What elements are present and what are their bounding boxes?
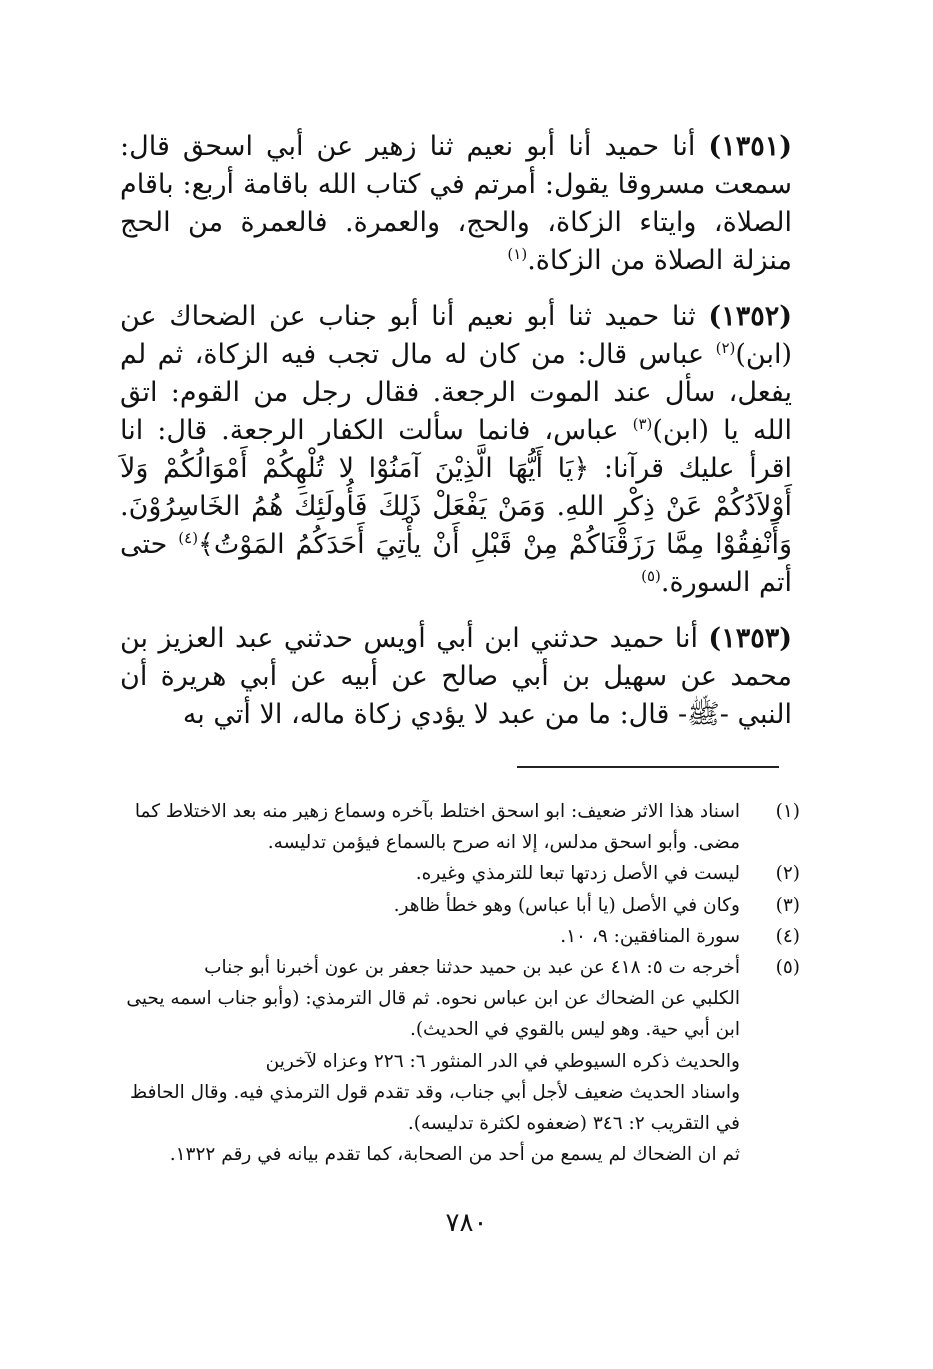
footnote-line: ابن أبي حية. وهو ليس بالقوي في الحديث). <box>409 1019 740 1041</box>
footnote-ref[interactable]: (١) <box>507 245 528 263</box>
footnote-number: (٣) <box>775 894 800 916</box>
main-text <box>120 128 792 752</box>
footnote-5 <box>112 952 800 1170</box>
footnote-number: (١) <box>775 801 800 822</box>
footnote-number: (٤) <box>775 925 800 947</box>
footnote-number: (٢) <box>775 863 800 885</box>
footnotes <box>112 796 800 1170</box>
footnote-1 <box>112 796 800 858</box>
hadith-number: (١٣٥١) <box>708 131 792 162</box>
hadith-text: أنا حميد أنا أبو نعيم ثنا زهير عن أبي اسحق قال: سمعت مسروقا يقول: أمرتم في كتاب الله باقامة أربع: باقام الصلاة، وايتاء الزكاة، والحج، والعمرة. فالعمرة من الحج منزلة الصلاة من الزكاة. <box>120 131 792 276</box>
footnote-3 <box>112 890 800 921</box>
footnote-line: وكان في الأصل (يا أبا عباس) وهو خطأ ظاهر. <box>393 894 740 916</box>
hadith-1352 <box>120 298 792 602</box>
footnote-separator <box>517 766 779 768</box>
footnote-line: الكلبي عن الضحاك عن ابن عباس نحوه. ثم قال الترمذي: (وأبو جناب اسمه يحيى <box>126 988 740 1010</box>
footnote-line: سورة المنافقين: ٩، ١٠. <box>560 925 740 947</box>
page-number: ٧٨٠ <box>445 1208 488 1238</box>
footnote-ref[interactable]: (٥) <box>641 567 661 585</box>
footnote-2 <box>112 858 800 889</box>
footnote-number: (٥) <box>775 957 800 979</box>
footnote-line: اسناد هذا الاثر ضعيف: ابو اسحق اختلط بآخره وسماع زهير منه بعد الاختلاط كما <box>134 801 740 822</box>
hadith-1351 <box>120 128 792 280</box>
hadith-text: ثنا حميد ثنا أبو نعيم أنا أبو جناب عن الضحاك عن (ابن) <box>120 301 792 370</box>
footnote-ref[interactable]: (٢) <box>715 339 736 357</box>
footnote-line: واسناد الحديث ضعيف لأجل أبي جناب، وقد تقدم قول الترمذي فيه. وقال الحافظ <box>130 1081 740 1103</box>
hadith-1353 <box>120 620 792 734</box>
hadith-text: أنا حميد حدثني ابن أبي أويس حدثني عبد العزيز بن محمد عن سهيل بن أبي صالح عن أبيه عن أبي هريرة أن النبي -ﷺ- قال: ما من عبد لا يؤدي زكاة ماله، الا أتي به <box>120 623 792 730</box>
hadith-number: (١٣٥٣) <box>708 623 792 654</box>
footnote-ref[interactable]: (٣) <box>632 415 653 433</box>
footnote-line: ليست في الأصل زدتها تبعا للترمذي وغيره. <box>415 863 740 885</box>
footnote-ref[interactable]: (٤) <box>178 529 199 547</box>
footnote-line: ثم ان الضحاك لم يسمع من أحد من الصحابة، كما تقدم بيانه في رقم ١٣٢٢. <box>169 1144 740 1166</box>
hadith-text: عباس، فانما سألت الكفار الرجعة. قال: انا اقرأ عليك قرآنا: ﴿يَا أَيُّهَا الَّذِيْنَ آمَنُوْا لا تُلْهِكُمْ أَمْوَالُكُمْ وَلاَ أَوْلاَدُكُمْ عَنْ ذِكْرِ اللهِ. وَمَنْ يَفْعَلْ ذَلِكَ فَأُولَئِكَ هُمُ الخَاسِرُوْنَ. وَأَنْفِقُوْا مِمَّا رَزَقْنَاكُمْ مِنْ قَبْلِ أَنْ يأْتِيَ أَحَدَكُمُ المَوْتُ﴾ <box>120 415 792 560</box>
footnote-line: في التقريب ٢: ٣٤٦ (ضعفوه لكثرة تدليسه). <box>407 1113 740 1135</box>
footnote-4 <box>112 921 800 952</box>
hadith-number: (١٣٥٢) <box>708 301 792 332</box>
footnote-line: أخرجه ت ٥: ٤١٨ عن عبد بن حميد حدثنا جعفر بن عون أخبرنا أبو جناب <box>204 957 740 979</box>
footnote-line: والحديث ذكره السيوطي في الدر المنثور ٦: ٢٢٦ وعزاه لآخرين <box>265 1050 740 1072</box>
hadith-text: عباس قال: من كان له مال تجب فيه الزكاة، ثم لم يفعل، سأل عند الموت الرجعة. فقال رجل من القوم: اتق الله يا (ابن) <box>120 339 793 446</box>
hadith-text: حتى أتم السورة. <box>120 529 792 598</box>
footnote-line: مضى. وأبو اسحق مدلس، إلا انه صرح بالسماع فيؤمن تدليسه. <box>267 832 740 854</box>
